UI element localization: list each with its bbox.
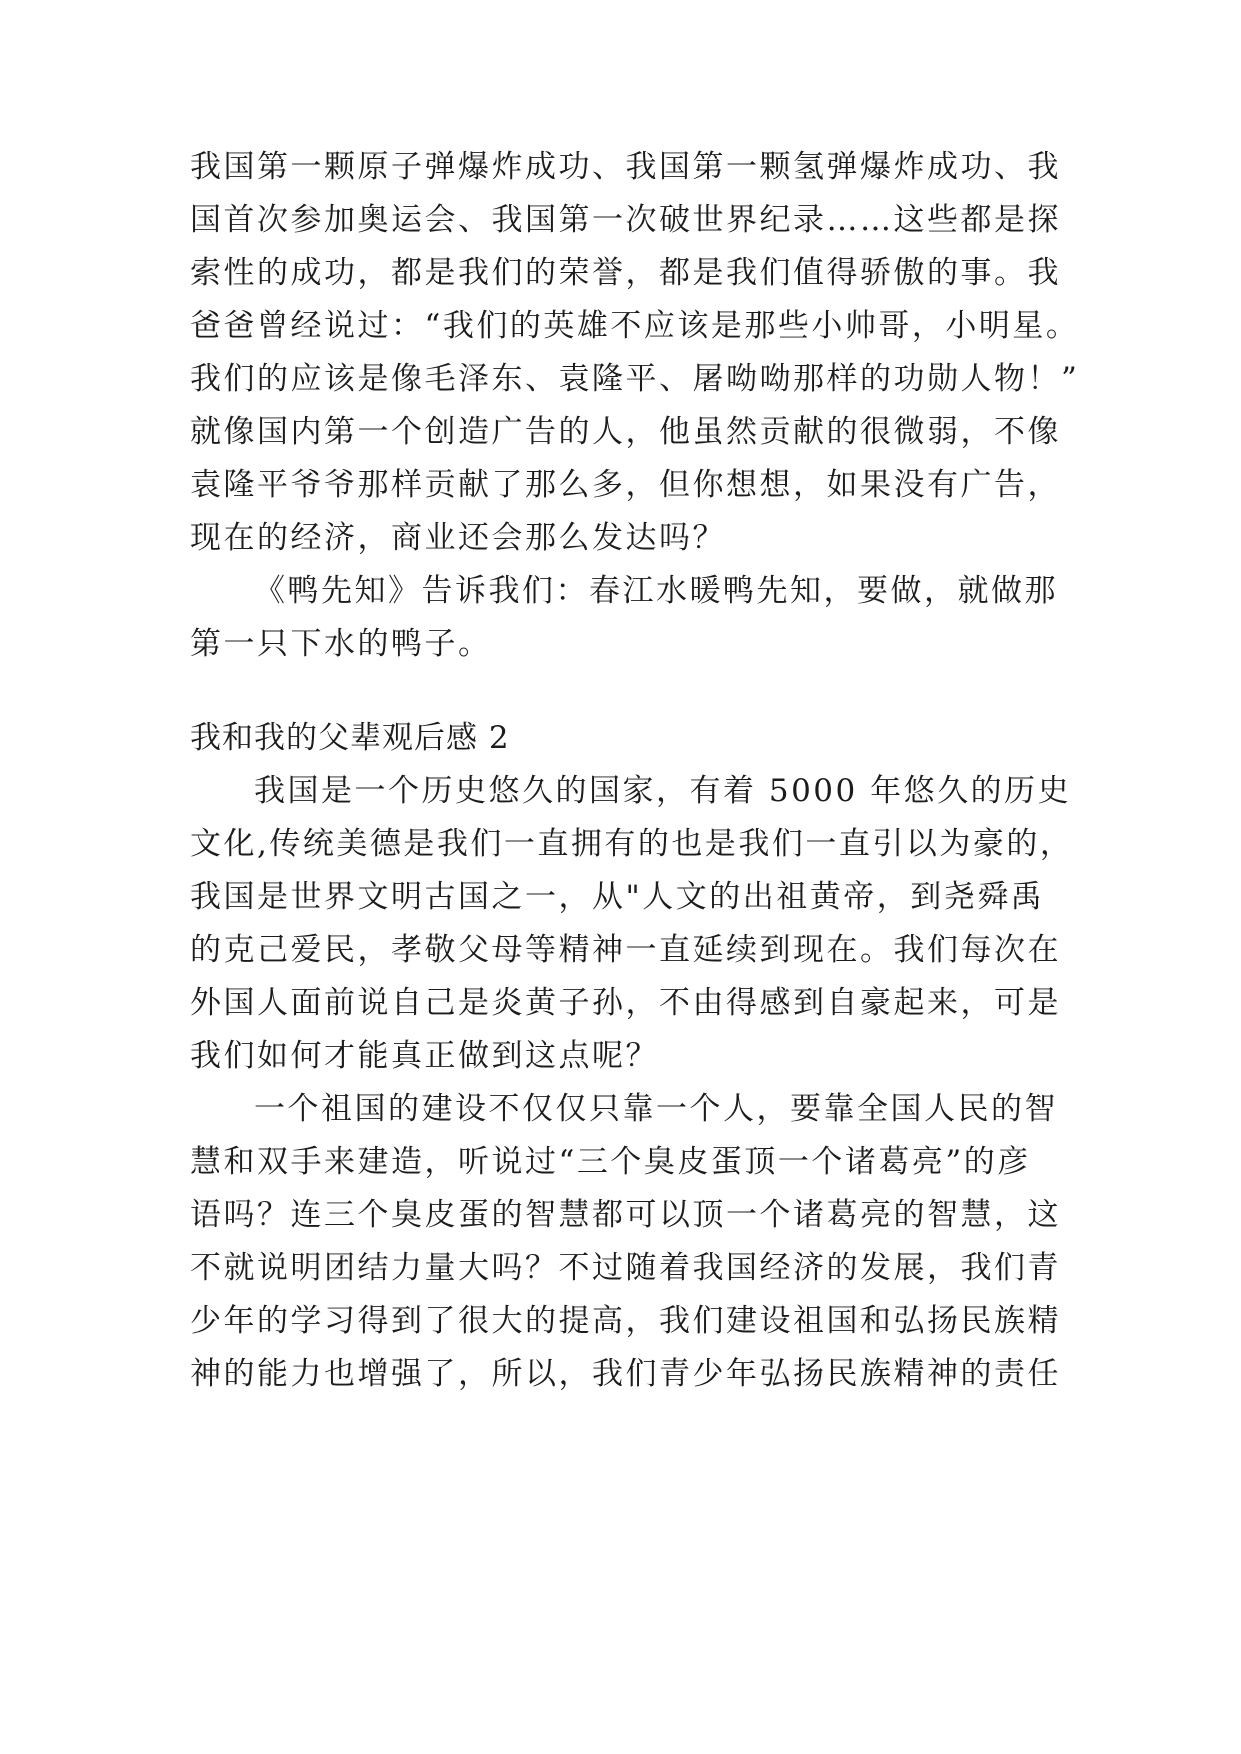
paragraph-line: 文化,传统美德是我们一直拥有的也是我们一直引以为豪的， xyxy=(190,826,1074,862)
paragraph-line: 我国第一颗原子弹爆炸成功、我国第一颗氢弹爆炸成功、我 xyxy=(190,149,1061,185)
paragraph-line: 我们的应该是像毛泽东、袁隆平、屠呦呦那样的功勋人物！” xyxy=(190,361,1080,397)
paragraph-line: 爸爸曾经说过：“我们的英雄不应该是那些小帅哥，小明星。 xyxy=(190,308,1080,344)
paragraph-line: 就像国内第一个创造广告的人，他虽然贡献的很微弱，不像 xyxy=(190,414,1061,450)
paragraph-line: 袁隆平爷爷那样贡献了那么多，但你想想，如果没有广告， xyxy=(190,467,1061,503)
paragraph-line: 我们如何才能真正做到这点呢？ xyxy=(190,1038,659,1074)
paragraph-line: 现在的经济，商业还会那么发达吗？ xyxy=(190,520,726,556)
paragraph-line: 我国是一个历史悠久的国家，有着 5000 年悠久的历史 xyxy=(254,773,1072,809)
paragraph-line: 少年的学习得到了很大的提高，我们建设祖国和弘扬民族精 xyxy=(190,1303,1061,1339)
section-heading: 我和我的父辈观后感 2 xyxy=(190,720,510,756)
paragraph-line: 不就说明团结力量大吗？不过随着我国经济的发展，我们青 xyxy=(190,1250,1061,1286)
paragraph-line: 的克己爱民，孝敬父母等精神一直延续到现在。我们每次在 xyxy=(190,932,1061,968)
paragraph-line: 一个祖国的建设不仅仅只靠一个人，要靠全国人民的智 xyxy=(254,1091,1058,1127)
paragraph-line: 神的能力也增强了，所以，我们青少年弘扬民族精神的责任 xyxy=(190,1356,1061,1392)
paragraph-line: 我国是世界文明古国之一，从"人文的出祖黄帝，到尧舜禹 xyxy=(190,879,1045,915)
paragraph-line: 国首次参加奥运会、我国第一次破世界纪录……这些都是探 xyxy=(190,202,1061,238)
paragraph-line: 《鸭先知》告诉我们：春江水暖鸭先知，要做，就做那 xyxy=(254,573,1058,609)
paragraph-line: 语吗？连三个臭皮蛋的智慧都可以顶一个诸葛亮的智慧，这 xyxy=(190,1197,1061,1233)
paragraph-line: 第一只下水的鸭子。 xyxy=(190,626,492,662)
paragraph-line: 慧和双手来建造，听说过“三个臭皮蛋顶一个诸葛亮”的彦 xyxy=(190,1144,1031,1180)
paragraph-line: 外国人面前说自己是炎黄子孙，不由得感到自豪起来，可是 xyxy=(190,985,1061,1021)
paragraph-line: 索性的成功，都是我们的荣誉，都是我们值得骄傲的事。我 xyxy=(190,255,1061,291)
